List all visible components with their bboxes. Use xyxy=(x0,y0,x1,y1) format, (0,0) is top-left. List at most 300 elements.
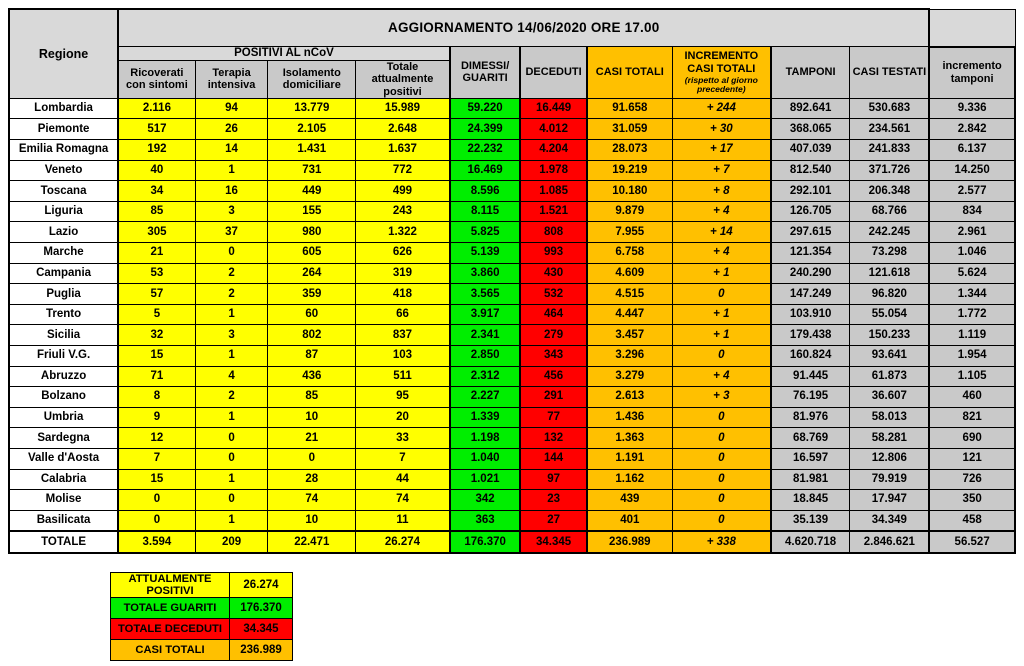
cell-deceduti: 808 xyxy=(520,222,586,243)
cell-ricoverati: 85 xyxy=(118,201,195,222)
cell-casi-totali: 1.436 xyxy=(587,407,673,428)
cell-casi-totali: 401 xyxy=(587,510,673,531)
cell-terapia-intensiva: 1 xyxy=(195,469,268,490)
cell-casi-totali: 91.658 xyxy=(587,98,673,119)
cell-incremento-tamponi: 834 xyxy=(929,201,1015,222)
cell-terapia-intensiva: 0 xyxy=(195,490,268,511)
table-row xyxy=(9,181,1015,202)
cell-ricoverati: 0 xyxy=(118,510,195,531)
cell-incremento: 0 xyxy=(672,284,770,305)
legend-row xyxy=(111,619,293,640)
cell-incremento-tamponi: 458 xyxy=(929,510,1015,531)
cell-isolamento: 10 xyxy=(268,510,356,531)
cell-casi-testati: 234.561 xyxy=(850,119,929,140)
cell-ricoverati: 15 xyxy=(118,345,195,366)
cell-deceduti: 456 xyxy=(520,366,586,387)
header-tamponi: TAMPONI xyxy=(771,47,850,99)
cell-dimessi: 2.850 xyxy=(450,345,521,366)
legend-label: TOTALE GUARITI xyxy=(111,598,230,619)
cell-isolamento: 155 xyxy=(268,201,356,222)
summary-legend-table xyxy=(110,572,293,661)
cell-terapia-intensiva: 2 xyxy=(195,263,268,284)
cell-isolamento: 28 xyxy=(268,469,356,490)
cell-terapia-intensiva: 0 xyxy=(195,428,268,449)
table-row xyxy=(9,366,1015,387)
cell-deceduti: 77 xyxy=(520,407,586,428)
cell-tamponi: 892.641 xyxy=(771,98,850,119)
cell-tamponi: 68.769 xyxy=(771,428,850,449)
cell-ricoverati: 7 xyxy=(118,448,195,469)
cell-tamponi: 81.976 xyxy=(771,407,850,428)
cell-incremento-tamponi: 6.137 xyxy=(929,140,1015,161)
cell-isolamento: 0 xyxy=(268,448,356,469)
total-cell-incremento: + 338 xyxy=(672,531,770,553)
cell-casi-totali: 4.609 xyxy=(587,263,673,284)
cell-regione: Friuli V.G. xyxy=(9,345,118,366)
cell-regione: Veneto xyxy=(9,160,118,181)
cell-totale-positivi: 243 xyxy=(356,201,450,222)
cell-casi-testati: 206.348 xyxy=(850,181,929,202)
cell-isolamento: 436 xyxy=(268,366,356,387)
cell-incremento-tamponi: 1.119 xyxy=(929,325,1015,346)
header-banner-title: AGGIORNAMENTO 14/06/2020 ORE 17.00 xyxy=(118,9,929,47)
cell-casi-testati: 73.298 xyxy=(850,242,929,263)
header-casi-totali: CASI TOTALI xyxy=(587,47,673,99)
cell-dimessi: 8.596 xyxy=(450,181,521,202)
cell-incremento-tamponi: 1.772 xyxy=(929,304,1015,325)
cell-casi-testati: 17.947 xyxy=(850,490,929,511)
cell-incremento: 0 xyxy=(672,469,770,490)
cell-totale-positivi: 772 xyxy=(356,160,450,181)
cell-dimessi: 59.220 xyxy=(450,98,521,119)
table-header xyxy=(9,9,1015,98)
cell-totale-positivi: 7 xyxy=(356,448,450,469)
cell-casi-totali: 1.191 xyxy=(587,448,673,469)
cell-casi-totali: 439 xyxy=(587,490,673,511)
cell-incremento: + 4 xyxy=(672,201,770,222)
cell-incremento-tamponi: 1.344 xyxy=(929,284,1015,305)
cell-terapia-intensiva: 1 xyxy=(195,407,268,428)
legend-row xyxy=(111,640,293,661)
cell-deceduti: 4.012 xyxy=(520,119,586,140)
cell-ricoverati: 8 xyxy=(118,387,195,408)
cell-deceduti: 27 xyxy=(520,510,586,531)
cell-regione: Abruzzo xyxy=(9,366,118,387)
total-cell-regione: TOTALE xyxy=(9,531,118,553)
total-cell-deceduti: 34.345 xyxy=(520,531,586,553)
table-row xyxy=(9,304,1015,325)
cell-incremento: + 4 xyxy=(672,366,770,387)
cell-terapia-intensiva: 1 xyxy=(195,304,268,325)
total-cell-casi-testati: 2.846.621 xyxy=(850,531,929,553)
cell-dimessi: 1.339 xyxy=(450,407,521,428)
cell-regione: Valle d'Aosta xyxy=(9,448,118,469)
cell-dimessi: 22.232 xyxy=(450,140,521,161)
cell-isolamento: 359 xyxy=(268,284,356,305)
cell-totale-positivi: 837 xyxy=(356,325,450,346)
cell-totale-positivi: 15.989 xyxy=(356,98,450,119)
cell-regione: Marche xyxy=(9,242,118,263)
cell-casi-totali: 19.219 xyxy=(587,160,673,181)
table-row xyxy=(9,284,1015,305)
cell-isolamento: 10 xyxy=(268,407,356,428)
cell-ricoverati: 21 xyxy=(118,242,195,263)
cell-isolamento: 60 xyxy=(268,304,356,325)
cell-isolamento: 21 xyxy=(268,428,356,449)
cell-totale-positivi: 74 xyxy=(356,490,450,511)
cell-incremento: + 244 xyxy=(672,98,770,119)
cell-totale-positivi: 44 xyxy=(356,469,450,490)
cell-incremento-tamponi: 1.105 xyxy=(929,366,1015,387)
cell-ricoverati: 40 xyxy=(118,160,195,181)
cell-tamponi: 147.249 xyxy=(771,284,850,305)
cell-terapia-intensiva: 1 xyxy=(195,160,268,181)
cell-dimessi: 16.469 xyxy=(450,160,521,181)
cell-casi-testati: 34.349 xyxy=(850,510,929,531)
cell-casi-testati: 55.054 xyxy=(850,304,929,325)
cell-tamponi: 240.290 xyxy=(771,263,850,284)
cell-incremento: + 3 xyxy=(672,387,770,408)
cell-isolamento: 802 xyxy=(268,325,356,346)
header-group-positivi: POSITIVI AL nCoV xyxy=(118,47,450,61)
cell-ricoverati: 0 xyxy=(118,490,195,511)
table-total-row xyxy=(9,531,1015,553)
cell-casi-testati: 58.281 xyxy=(850,428,929,449)
cell-tamponi: 16.597 xyxy=(771,448,850,469)
total-cell-isolamento: 22.471 xyxy=(268,531,356,553)
cell-deceduti: 430 xyxy=(520,263,586,284)
cell-deceduti: 279 xyxy=(520,325,586,346)
cell-incremento: + 1 xyxy=(672,263,770,284)
cell-terapia-intensiva: 0 xyxy=(195,242,268,263)
cell-incremento: + 4 xyxy=(672,242,770,263)
header-incremento-label: INCREMENTO CASI TOTALI xyxy=(684,50,759,75)
cell-ricoverati: 15 xyxy=(118,469,195,490)
cell-incremento-tamponi: 9.336 xyxy=(929,98,1015,119)
cell-deceduti: 532 xyxy=(520,284,586,305)
table-row xyxy=(9,325,1015,346)
cell-casi-testati: 96.820 xyxy=(850,284,929,305)
cell-incremento: + 1 xyxy=(672,304,770,325)
cell-terapia-intensiva: 1 xyxy=(195,510,268,531)
cell-isolamento: 85 xyxy=(268,387,356,408)
cell-casi-totali: 7.955 xyxy=(587,222,673,243)
cell-ricoverati: 517 xyxy=(118,119,195,140)
cell-casi-totali: 9.879 xyxy=(587,201,673,222)
cell-deceduti: 1.978 xyxy=(520,160,586,181)
cell-casi-testati: 58.013 xyxy=(850,407,929,428)
cell-terapia-intensiva: 2 xyxy=(195,387,268,408)
cell-tamponi: 81.981 xyxy=(771,469,850,490)
cell-terapia-intensiva: 37 xyxy=(195,222,268,243)
cell-regione: Lazio xyxy=(9,222,118,243)
cell-deceduti: 291 xyxy=(520,387,586,408)
cell-incremento: 0 xyxy=(672,428,770,449)
cell-tamponi: 121.354 xyxy=(771,242,850,263)
cell-tamponi: 368.065 xyxy=(771,119,850,140)
cell-ricoverati: 34 xyxy=(118,181,195,202)
table-row xyxy=(9,345,1015,366)
cell-ricoverati: 305 xyxy=(118,222,195,243)
cell-incremento-tamponi: 1.046 xyxy=(929,242,1015,263)
cell-terapia-intensiva: 4 xyxy=(195,366,268,387)
cell-incremento: + 1 xyxy=(672,325,770,346)
cell-incremento-tamponi: 14.250 xyxy=(929,160,1015,181)
cell-casi-testati: 150.233 xyxy=(850,325,929,346)
cell-casi-totali: 1.363 xyxy=(587,428,673,449)
cell-incremento-tamponi: 1.954 xyxy=(929,345,1015,366)
cell-totale-positivi: 20 xyxy=(356,407,450,428)
cell-isolamento: 74 xyxy=(268,490,356,511)
cell-totale-positivi: 1.637 xyxy=(356,140,450,161)
cell-dimessi: 1.040 xyxy=(450,448,521,469)
cell-regione: Piemonte xyxy=(9,119,118,140)
cell-terapia-intensiva: 0 xyxy=(195,448,268,469)
cell-regione: Umbria xyxy=(9,407,118,428)
cell-incremento-tamponi: 5.624 xyxy=(929,263,1015,284)
cell-dimessi: 1.198 xyxy=(450,428,521,449)
cell-deceduti: 1.521 xyxy=(520,201,586,222)
cell-deceduti: 144 xyxy=(520,448,586,469)
cell-tamponi: 179.438 xyxy=(771,325,850,346)
total-cell-totale-positivi: 26.274 xyxy=(356,531,450,553)
cell-incremento: 0 xyxy=(672,490,770,511)
cell-tamponi: 812.540 xyxy=(771,160,850,181)
cell-regione: Basilicata xyxy=(9,510,118,531)
table-row xyxy=(9,469,1015,490)
table-row xyxy=(9,407,1015,428)
cell-isolamento: 980 xyxy=(268,222,356,243)
table-row xyxy=(9,119,1015,140)
cell-terapia-intensiva: 94 xyxy=(195,98,268,119)
cell-casi-testati: 121.618 xyxy=(850,263,929,284)
cell-regione: Liguria xyxy=(9,201,118,222)
cell-terapia-intensiva: 3 xyxy=(195,325,268,346)
header-dimessi-guariti: DIMESSI/ GUARITI xyxy=(450,47,521,99)
cell-terapia-intensiva: 14 xyxy=(195,140,268,161)
cell-casi-testati: 12.806 xyxy=(850,448,929,469)
total-cell-terapia-intensiva: 209 xyxy=(195,531,268,553)
cell-deceduti: 97 xyxy=(520,469,586,490)
legend-label: TOTALE DECEDUTI xyxy=(111,619,230,640)
table-body xyxy=(9,98,1015,553)
cell-terapia-intensiva: 2 xyxy=(195,284,268,305)
cell-incremento-tamponi: 460 xyxy=(929,387,1015,408)
cell-isolamento: 605 xyxy=(268,242,356,263)
cell-incremento-tamponi: 2.842 xyxy=(929,119,1015,140)
cell-totale-positivi: 319 xyxy=(356,263,450,284)
cell-regione: Sardegna xyxy=(9,428,118,449)
cell-incremento: 0 xyxy=(672,448,770,469)
cell-totale-positivi: 499 xyxy=(356,181,450,202)
cell-dimessi: 3.565 xyxy=(450,284,521,305)
header-incremento-tamponi: incremento tamponi xyxy=(929,47,1015,99)
cell-tamponi: 292.101 xyxy=(771,181,850,202)
cell-isolamento: 2.105 xyxy=(268,119,356,140)
cell-incremento-tamponi: 350 xyxy=(929,490,1015,511)
cell-incremento: + 17 xyxy=(672,140,770,161)
legend-label: ATTUALMENTE POSITIVI xyxy=(111,573,230,598)
cell-casi-totali: 10.180 xyxy=(587,181,673,202)
header-row-banner xyxy=(9,9,1015,47)
cell-casi-totali: 3.279 xyxy=(587,366,673,387)
cell-isolamento: 264 xyxy=(268,263,356,284)
cell-incremento: + 7 xyxy=(672,160,770,181)
cell-casi-testati: 61.873 xyxy=(850,366,929,387)
cell-casi-totali: 28.073 xyxy=(587,140,673,161)
cell-incremento-tamponi: 726 xyxy=(929,469,1015,490)
cell-deceduti: 132 xyxy=(520,428,586,449)
cell-casi-testati: 371.726 xyxy=(850,160,929,181)
cell-ricoverati: 71 xyxy=(118,366,195,387)
cell-dimessi: 2.227 xyxy=(450,387,521,408)
cell-totale-positivi: 66 xyxy=(356,304,450,325)
cell-ricoverati: 32 xyxy=(118,325,195,346)
cell-totale-positivi: 1.322 xyxy=(356,222,450,243)
cell-ricoverati: 2.116 xyxy=(118,98,195,119)
cell-dimessi: 3.917 xyxy=(450,304,521,325)
cell-regione: Emilia Romagna xyxy=(9,140,118,161)
cell-dimessi: 5.139 xyxy=(450,242,521,263)
cell-dimessi: 2.312 xyxy=(450,366,521,387)
cell-tamponi: 160.824 xyxy=(771,345,850,366)
cell-regione: Trento xyxy=(9,304,118,325)
header-incremento-casi-totali xyxy=(672,47,770,99)
total-cell-dimessi: 176.370 xyxy=(450,531,521,553)
legend-value: 236.989 xyxy=(230,640,293,661)
total-cell-tamponi: 4.620.718 xyxy=(771,531,850,553)
cell-casi-testati: 242.245 xyxy=(850,222,929,243)
cell-totale-positivi: 626 xyxy=(356,242,450,263)
cell-casi-testati: 36.607 xyxy=(850,387,929,408)
table-row xyxy=(9,263,1015,284)
cell-casi-totali: 4.447 xyxy=(587,304,673,325)
cell-incremento: + 30 xyxy=(672,119,770,140)
legend-value: 176.370 xyxy=(230,598,293,619)
cell-casi-testati: 68.766 xyxy=(850,201,929,222)
cell-terapia-intensiva: 26 xyxy=(195,119,268,140)
total-cell-casi-totali: 236.989 xyxy=(587,531,673,553)
cell-dimessi: 3.860 xyxy=(450,263,521,284)
cell-regione: Calabria xyxy=(9,469,118,490)
cell-tamponi: 35.139 xyxy=(771,510,850,531)
cell-terapia-intensiva: 3 xyxy=(195,201,268,222)
cell-dimessi: 363 xyxy=(450,510,521,531)
cell-regione: Toscana xyxy=(9,181,118,202)
table-row xyxy=(9,387,1015,408)
cell-tamponi: 91.445 xyxy=(771,366,850,387)
cell-ricoverati: 5 xyxy=(118,304,195,325)
table-row xyxy=(9,160,1015,181)
cell-casi-totali: 4.515 xyxy=(587,284,673,305)
legend-label: CASI TOTALI xyxy=(111,640,230,661)
header-casi-testati: CASI TESTATI xyxy=(850,47,929,99)
cell-totale-positivi: 95 xyxy=(356,387,450,408)
cell-ricoverati: 53 xyxy=(118,263,195,284)
cell-casi-totali: 2.613 xyxy=(587,387,673,408)
cell-isolamento: 13.779 xyxy=(268,98,356,119)
cell-casi-testati: 241.833 xyxy=(850,140,929,161)
header-banner-spacer xyxy=(929,9,1015,47)
cell-totale-positivi: 418 xyxy=(356,284,450,305)
cell-deceduti: 1.085 xyxy=(520,181,586,202)
cell-totale-positivi: 2.648 xyxy=(356,119,450,140)
header-row-groups xyxy=(9,47,1015,61)
cell-dimessi: 2.341 xyxy=(450,325,521,346)
legend-value: 26.274 xyxy=(230,573,293,598)
cell-incremento: 0 xyxy=(672,510,770,531)
cell-deceduti: 464 xyxy=(520,304,586,325)
cell-regione: Lombardia xyxy=(9,98,118,119)
cell-totale-positivi: 33 xyxy=(356,428,450,449)
cell-regione: Bolzano xyxy=(9,387,118,408)
cell-dimessi: 1.021 xyxy=(450,469,521,490)
header-regione: Regione xyxy=(9,9,118,98)
cell-deceduti: 343 xyxy=(520,345,586,366)
legend-value: 34.345 xyxy=(230,619,293,640)
header-deceduti: DECEDUTI xyxy=(520,47,586,99)
cell-casi-totali: 3.457 xyxy=(587,325,673,346)
cell-tamponi: 103.910 xyxy=(771,304,850,325)
legend-row xyxy=(111,598,293,619)
cell-incremento: 0 xyxy=(672,407,770,428)
cell-dimessi: 5.825 xyxy=(450,222,521,243)
cell-totale-positivi: 103 xyxy=(356,345,450,366)
cell-casi-testati: 530.683 xyxy=(850,98,929,119)
cell-regione: Puglia xyxy=(9,284,118,305)
regional-covid-table xyxy=(8,8,1016,554)
cell-totale-positivi: 511 xyxy=(356,366,450,387)
header-ricoverati-con-sintomi: Ricoverati con sintomi xyxy=(118,60,195,98)
cell-deceduti: 16.449 xyxy=(520,98,586,119)
table-row xyxy=(9,242,1015,263)
cell-regione: Campania xyxy=(9,263,118,284)
header-isolamento-domiciliare: Isolamento domiciliare xyxy=(268,60,356,98)
cell-isolamento: 1.431 xyxy=(268,140,356,161)
table-row xyxy=(9,140,1015,161)
header-totale-attualmente-positivi: Totale attualmente positivi xyxy=(356,60,450,98)
cell-casi-totali: 1.162 xyxy=(587,469,673,490)
cell-deceduti: 4.204 xyxy=(520,140,586,161)
table-row xyxy=(9,98,1015,119)
cell-isolamento: 87 xyxy=(268,345,356,366)
cell-casi-totali: 3.296 xyxy=(587,345,673,366)
legend-row xyxy=(111,573,293,598)
total-cell-incremento-tamponi: 56.527 xyxy=(929,531,1015,553)
cell-incremento-tamponi: 2.961 xyxy=(929,222,1015,243)
cell-ricoverati: 57 xyxy=(118,284,195,305)
cell-tamponi: 407.039 xyxy=(771,140,850,161)
table-row xyxy=(9,448,1015,469)
cell-isolamento: 449 xyxy=(268,181,356,202)
cell-casi-totali: 31.059 xyxy=(587,119,673,140)
cell-dimessi: 342 xyxy=(450,490,521,511)
cell-tamponi: 126.705 xyxy=(771,201,850,222)
cell-tamponi: 76.195 xyxy=(771,387,850,408)
cell-isolamento: 731 xyxy=(268,160,356,181)
cell-deceduti: 993 xyxy=(520,242,586,263)
header-incremento-note: (rispetto al giorno precedente) xyxy=(684,74,758,95)
cell-ricoverati: 12 xyxy=(118,428,195,449)
cell-regione: Sicilia xyxy=(9,325,118,346)
cell-incremento-tamponi: 821 xyxy=(929,407,1015,428)
cell-casi-totali: 6.758 xyxy=(587,242,673,263)
cell-incremento-tamponi: 121 xyxy=(929,448,1015,469)
cell-terapia-intensiva: 16 xyxy=(195,181,268,202)
cell-dimessi: 24.399 xyxy=(450,119,521,140)
cell-incremento: + 14 xyxy=(672,222,770,243)
cell-casi-testati: 93.641 xyxy=(850,345,929,366)
